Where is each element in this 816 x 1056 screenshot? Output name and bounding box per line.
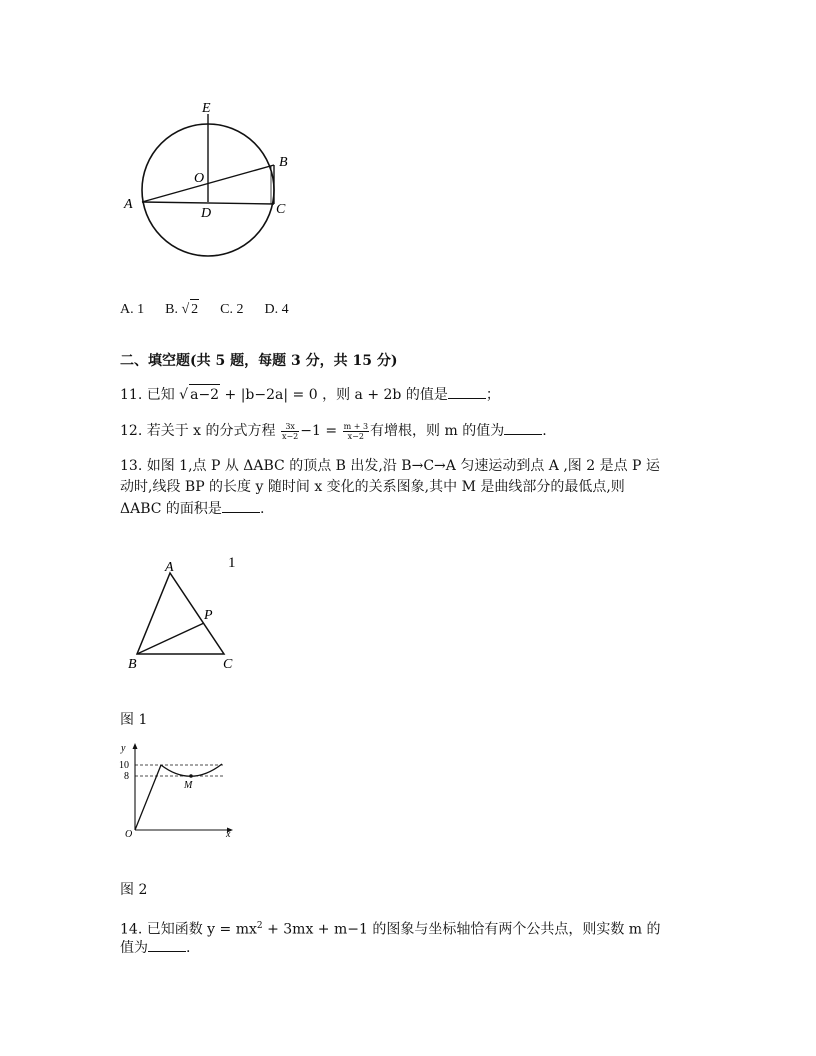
- question-13-line-2: 动时,线段 BP 的长度 y 随时间 x 变化的关系图象,其中 M 是曲线部分的最低点,则: [120, 479, 625, 495]
- triangle-figure: [120, 540, 260, 672]
- question-13-line-3: ΔABC 的面积是 .: [120, 498, 264, 519]
- y-axis-arrow: [133, 743, 138, 749]
- figure-1-caption: 图 1: [120, 712, 148, 728]
- label-o: O: [194, 171, 205, 186]
- circle-figure: [110, 92, 310, 262]
- choice-a: A. 1: [120, 302, 145, 317]
- graph-linear-part: [135, 765, 161, 830]
- label-b: B: [279, 155, 288, 170]
- answer-blank-12: [504, 420, 542, 435]
- label-a: A: [165, 560, 174, 575]
- label-b: B: [128, 657, 137, 672]
- answer-blank-11: [448, 384, 486, 399]
- tick-10: 10: [119, 760, 129, 771]
- section-heading: 二、填空题(共 5 题，每题 3 分，共 15 分): [120, 353, 398, 369]
- fraction-1: $\frac{3x}{x-2}$: [281, 421, 299, 441]
- label-m: M: [184, 780, 193, 791]
- question-12: 12. 若关于 x 的分式方程 $\frac{3x}{x-2}$ −1 = $\frac{m + 3}{x-2}$ 有增根，则 m 的值为 .: [120, 421, 547, 441]
- question-14-line-1: 14. 已知函数 $y = mx^2 + 3mx + m-1$ 的图象与坐标轴恰有两个公共点，则实数 m 的: [120, 921, 661, 938]
- question-14-line-2: 值为 .: [120, 937, 190, 958]
- label-d: D: [201, 206, 212, 221]
- label-origin: O: [125, 829, 133, 840]
- answer-blank-14: [148, 937, 186, 952]
- label-c: C: [223, 657, 233, 672]
- segment-ac: [142, 202, 274, 204]
- question-11: 11. 已知 √ a−2 + |b−2a| = 0 ，则 a + 2b 的值是 ；: [120, 384, 500, 405]
- label-y: y: [121, 743, 126, 754]
- graph-figure: [116, 740, 246, 842]
- choice-c: C. 2: [220, 302, 244, 317]
- label-e: E: [202, 101, 211, 116]
- choice-b: B. √ 2: [165, 302, 203, 317]
- tick-8: 8: [124, 771, 129, 782]
- answer-choices: [120, 299, 289, 320]
- label-a: A: [124, 197, 133, 212]
- figure-2-caption: 图 2: [120, 882, 148, 898]
- label-x: x: [226, 829, 231, 840]
- choice-d: D. 4: [264, 302, 289, 317]
- question-13-line-1: 13. 如图 1,点 P 从 ΔABC 的顶点 B 出发,沿 B→C→A 匀速运动到点 A ,图 2 是点 P 运: [120, 458, 660, 474]
- point-m: [189, 774, 193, 778]
- label-p: P: [204, 608, 213, 623]
- stray-mark: 1: [228, 555, 236, 571]
- label-c: C: [276, 202, 286, 217]
- fraction-2: $\frac{m + 3}{x-2}$: [343, 421, 369, 441]
- answer-blank-13: [222, 498, 260, 513]
